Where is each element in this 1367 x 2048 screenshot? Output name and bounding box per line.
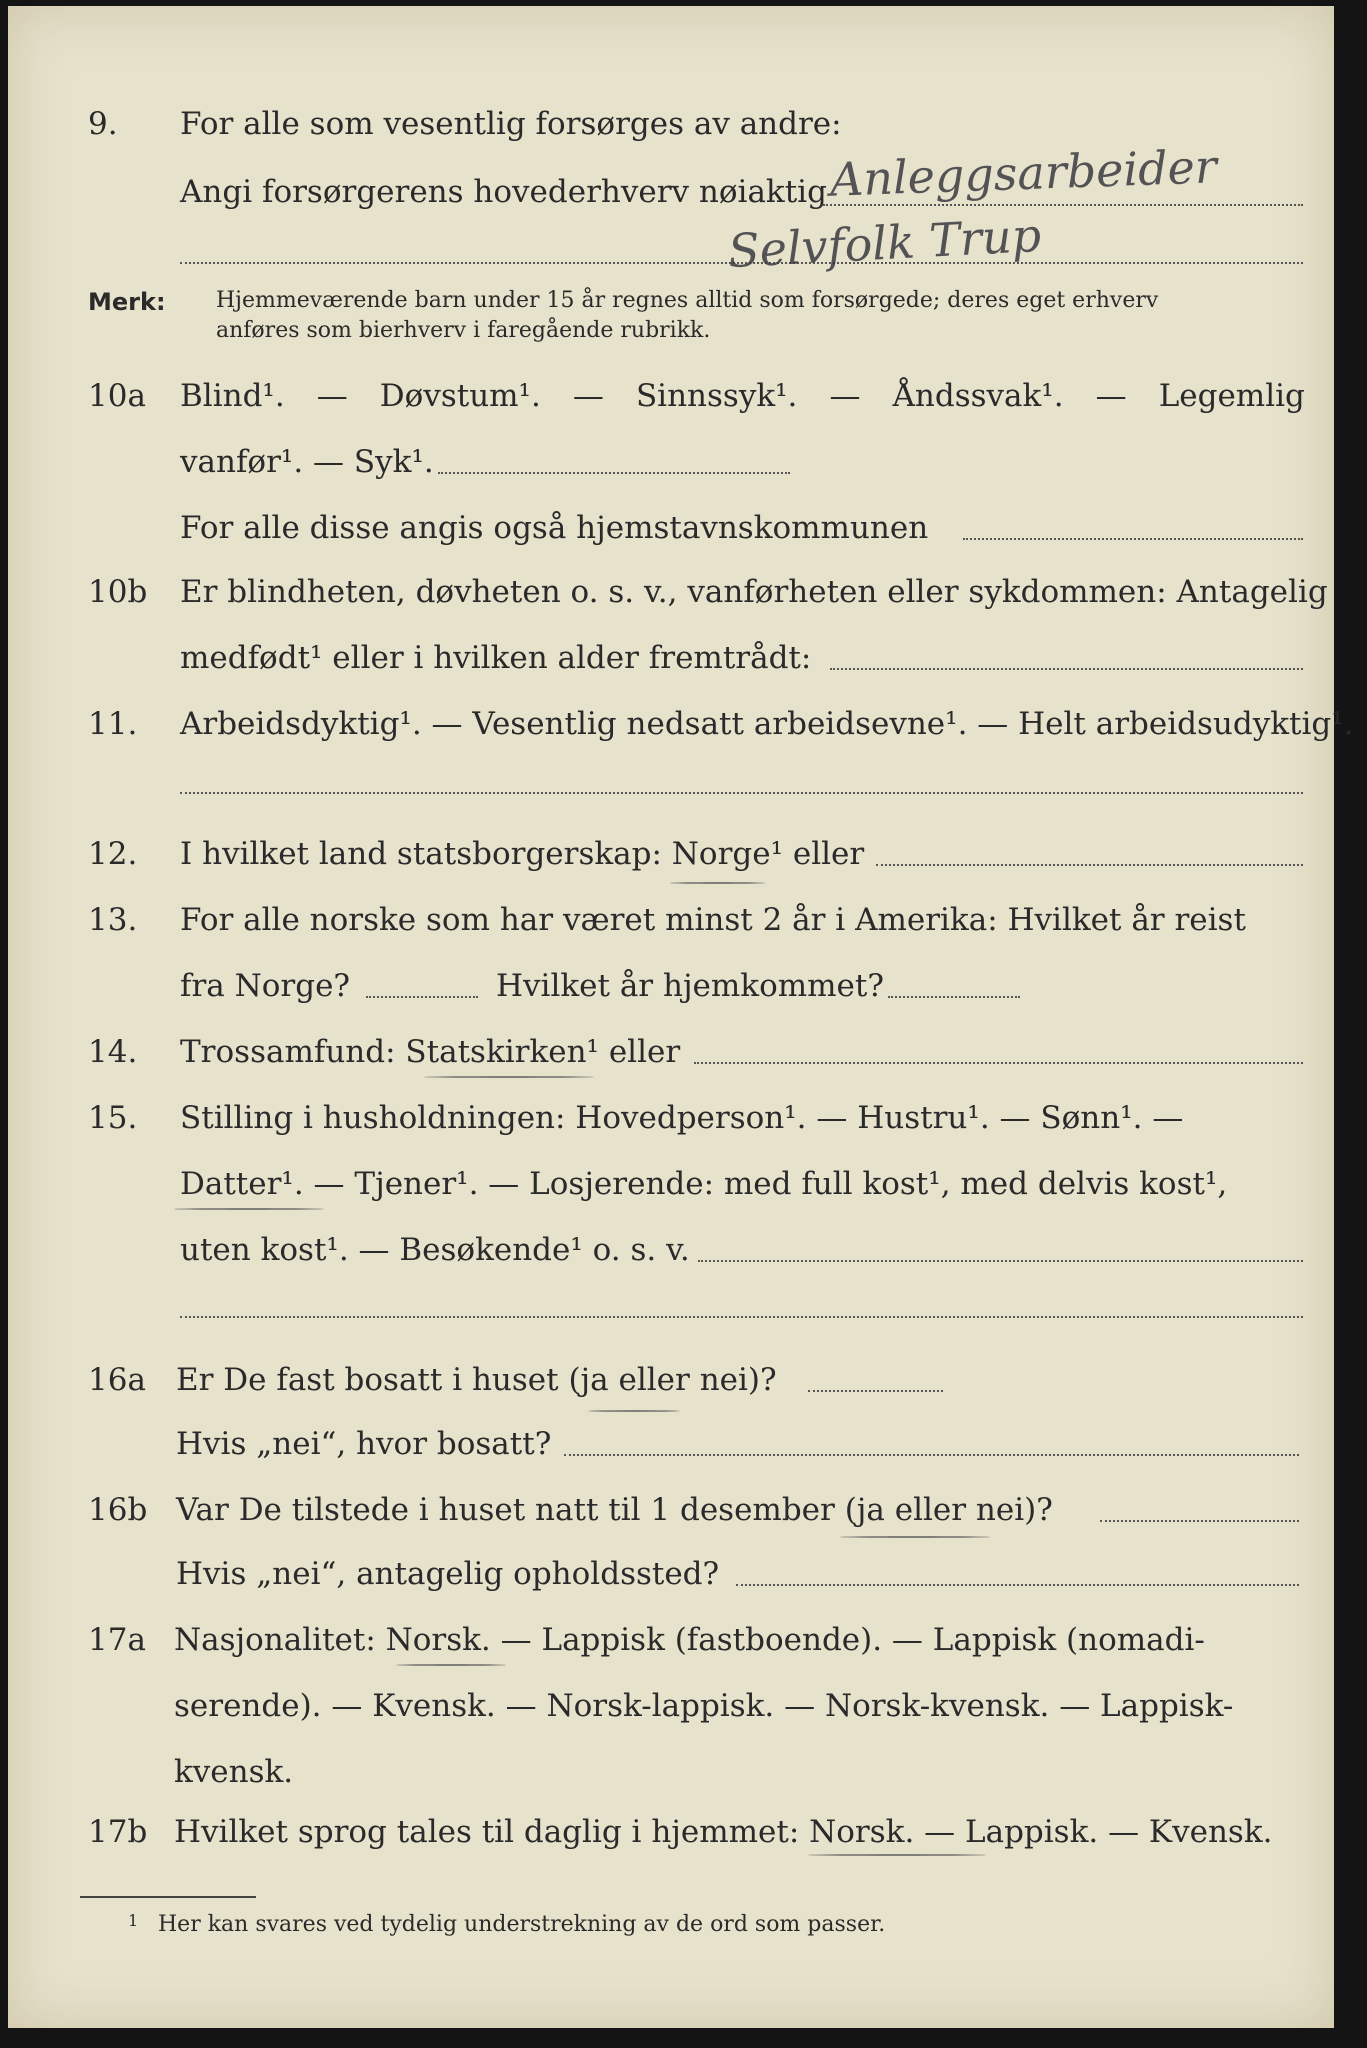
q10a-line1-part: Døvstum¹. (379, 378, 541, 414)
q12-norge-underline (670, 882, 765, 884)
q16b-number: 16b (88, 1492, 148, 1528)
q13-line2a: fra Norge? (180, 968, 351, 1004)
census-form-page (8, 6, 1354, 2028)
q17a-norsk-underline (396, 1664, 506, 1666)
q17a-line2: serende). — Kvensk. — Norsk-lappisk. — Norsk-kvensk. — Lappisk- (174, 1688, 1234, 1724)
q16a-line2: Hvis „nei“, hvor bosatt? (176, 1426, 552, 1462)
q13-line2b: Hvilket år hjemkommet? (496, 968, 884, 1004)
q10a-line1-part: Sinnssyk¹. (635, 378, 798, 414)
q10a-line1-part: — (829, 378, 861, 414)
q16b-line1: Var De tilstede i huset natt til 1 desember (ja eller nei)? (176, 1492, 1053, 1528)
footnote-text: Her kan svares ved tydelig understrekning av de ord som passer. (158, 1912, 886, 1937)
q15-line1: Stilling i husholdningen: Hovedperson¹. — Hustru¹. — Sønn¹. — (180, 1100, 1184, 1136)
footnote-rule (80, 1896, 256, 1898)
q16a-ink-stroke (588, 1410, 680, 1412)
q17a-line1: Nasjonalitet: Norsk. — Lappisk (fastboende). — Lappisk (nomadi- (174, 1622, 1205, 1658)
merk-line1: Hjemmeværende barn under 15 år regnes alltid som forsørgede; deres eget erhverv (216, 288, 1159, 313)
q13-line1: For alle norske som har været minst 2 år i Amerika: Hvilket år reist (180, 902, 1246, 938)
q16b-underline (840, 1536, 990, 1538)
q16b-line2: Hvis „nei“, antagelig opholdssted? (176, 1556, 720, 1592)
footnote-mark: 1 (128, 1911, 139, 1930)
q17b-norsk-underline (808, 1854, 986, 1856)
q11-answer-line (180, 792, 1303, 794)
q17b-number: 17b (88, 1814, 148, 1850)
q10a-line1-part: Åndssvak¹. (892, 378, 1064, 414)
q15-line2: Datter¹. — Tjener¹. — Losjerende: med full kost¹, med delvis kost¹, (180, 1166, 1228, 1202)
q15-answer-line-2 (180, 1316, 1303, 1318)
q16a-answer-line (808, 1390, 943, 1392)
q11-line1: Arbeidsdyktig¹. — Vesentlig nedsatt arbeidsevne¹. — Helt arbeidsudyktig¹. (180, 706, 1354, 742)
q16a-answer-line-2 (564, 1454, 1299, 1456)
q13-year-left-line (366, 996, 478, 998)
q10a-line2: vanfør¹. — Syk¹. (180, 444, 434, 480)
merk-label: Merk: (88, 288, 166, 316)
q9-line1: For alle som vesentlig forsørges av andre: (180, 106, 842, 142)
q16b-answer-line-2 (736, 1584, 1299, 1586)
q14-line1: Trossamfund: Statskirken¹ eller (180, 1034, 681, 1070)
q17a-line3: kvensk. (174, 1754, 294, 1790)
q10b-line2: medfødt¹ eller i hvilken alder fremtrådt: (180, 640, 812, 676)
q10b-line1: Er blindheten, døvheten o. s. v., vanførheten eller sykdommen: Antagelig (180, 574, 1328, 610)
q15-answer-line (698, 1260, 1303, 1262)
q12-line1: I hvilket land statsborgerskap: Norge¹ eller (180, 836, 865, 872)
q12-answer-line (876, 864, 1303, 866)
q10a-answer-line (438, 472, 790, 474)
q15-line3: uten kost¹. — Besøkende¹ o. s. v. (180, 1232, 690, 1268)
q16b-answer-line (1100, 1520, 1299, 1522)
q16a-line1: Er De fast bosatt i huset (ja eller nei)? (176, 1362, 777, 1398)
q14-statskirken-underline (424, 1076, 594, 1078)
q12-number: 12. (88, 836, 138, 872)
q9-line2: Angi forsørgerens hovederhverv nøiaktig (180, 174, 827, 210)
q16a-number: 16a (88, 1362, 146, 1398)
q10a-number: 10a (88, 378, 146, 414)
q10a-line1-part: — (1095, 378, 1127, 414)
q9-handwritten-occupation: Anleggsarbeider (829, 139, 1218, 207)
q10a-line1-part: — (572, 378, 604, 414)
merk-line2: anføres som bierhverv i faregående rubrikk. (216, 318, 711, 343)
q10a-answer-line-2 (963, 538, 1303, 540)
q10a-line1-part: — (316, 378, 348, 414)
q9-handwritten-provider: Selvfolk Trup (726, 207, 1043, 279)
q10a-line1-part: Blind¹. (180, 378, 285, 414)
q17b-line1: Hvilket sprog tales til daglig i hjemmet: Norsk. — Lappisk. — Kvensk. (174, 1814, 1273, 1850)
q10a-line1-part: Legemlig (1158, 378, 1305, 414)
q14-answer-line (694, 1062, 1303, 1064)
q13-year-returned-line (888, 996, 1020, 998)
q9-number: 9. (88, 106, 118, 142)
q10a-line1 (180, 378, 1305, 414)
q11-number: 11. (88, 706, 138, 742)
q15-number: 15. (88, 1100, 138, 1136)
q15-datter-underline (174, 1208, 324, 1210)
q13-number: 13. (88, 902, 138, 938)
q14-number: 14. (88, 1034, 138, 1070)
q10b-number: 10b (88, 574, 148, 610)
q10a-line3: For alle disse angis også hjemstavnskommunen (180, 510, 929, 546)
q10b-answer-line (830, 668, 1303, 670)
q17a-number: 17a (88, 1622, 146, 1658)
